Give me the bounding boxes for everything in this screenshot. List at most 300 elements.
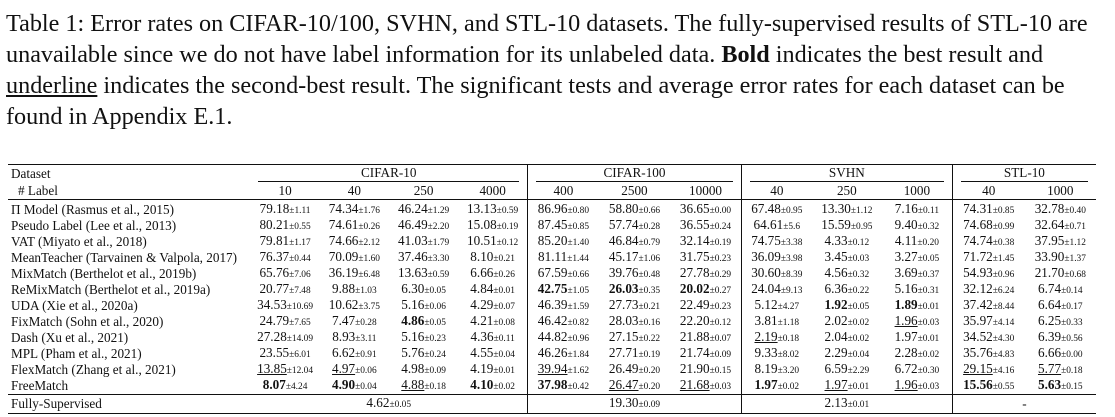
result-cell [320,266,389,282]
result-cell [741,234,811,250]
error-rate: 32.78 [1034,201,1065,216]
error-rate: 21.90 [679,362,710,376]
fully-supervised-row [8,395,1096,414]
error-rate: 70.09 [328,250,359,264]
caption-text-1: Table 1: Error rates on CIFAR-10/100, SVHN, and STL-10 datasets. The fully-supervised results of STL-10 are unavailable since we do not have label information for its unlabeled data. [6,10,1088,68]
result-cell [882,314,952,330]
error-rate: 9.33 [754,346,778,360]
std-dev: ±0.30 [917,366,940,376]
std-dev: ±0.85 [567,222,590,232]
result-cell [389,314,458,330]
method-name: MixMatch (Berthelot et al., 2019b) [11,266,197,281]
result-cell [741,330,811,346]
error-rate: 21.74 [679,346,710,360]
error-rate: 27.71 [608,346,639,360]
std-dev: ±1.40 [567,238,590,248]
result-cell [1025,378,1096,395]
result-cell [250,330,319,346]
result-cell [952,218,1024,234]
result-cell [670,314,741,330]
std-dev: ±3.30 [427,254,450,264]
std-dev: ±0.48 [638,270,661,280]
table-row [8,346,1096,362]
std-dev: ±9.13 [780,286,803,296]
result-cell [458,314,527,330]
label-cell: 10000 [689,182,722,198]
result-cell [882,282,952,298]
std-dev: ±0.95 [850,222,873,232]
result-cell [250,234,319,250]
std-dev: ±1.37 [1064,254,1086,264]
std-dev: ±0.06 [424,302,446,312]
result-cell [952,282,1024,298]
result-cell [952,314,1024,330]
error-rate: 34.52 [963,330,993,344]
caption-text-3: indicates the second-best result. The significant tests and average error rates for each dataset can be found in Appendix E.1. [6,72,1065,130]
method-name: ReMixMatch (Berthelot et al., 2019a) [11,282,211,297]
std-dev: ±7.48 [289,286,311,296]
std-dev: ±0.05 [847,302,870,312]
result-cell [1025,266,1096,282]
error-rate: 46.26 [537,346,568,360]
std-dev: ±1.60 [358,254,380,264]
result-cell [320,282,389,298]
result-cell [741,282,811,298]
std-dev: ±1.84 [567,350,590,360]
label-cell: 1000 [903,182,931,198]
result-cell [812,346,882,362]
error-rate: 9.88 [332,282,356,296]
group-header-cifar10: CIFAR-10 [250,165,527,183]
label-cell: 1000 [1047,182,1074,198]
std-dev: ±0.05 [917,254,940,264]
result-cell [389,200,458,219]
std-dev: ±0.22 [847,286,870,296]
results-table [8,164,1096,414]
std-dev: ±0.95 [780,206,803,216]
group-header-cifar100: CIFAR-100 [528,165,742,183]
std-dev: ±0.00 [709,206,732,216]
error-rate: 6.74 [1037,282,1062,296]
error-rate: 2.02 [824,314,848,328]
result-cell [599,298,670,314]
error-rate: 2.29 [824,346,848,360]
error-rate: 74.66 [328,234,359,248]
result-cell [458,378,527,395]
result-cell [741,378,811,395]
result-cell [458,282,527,298]
error-rate: 5.63 [1037,378,1062,392]
group-header-stl10: STL-10 [952,165,1096,183]
method-name: FixMatch (Sohn et al., 2020) [11,314,164,329]
std-dev: ±0.22 [638,334,661,344]
std-dev: ±0.02 [847,318,870,328]
result-cell [882,330,952,346]
error-rate: 67.48 [751,201,781,216]
table-row [8,266,1096,282]
error-rate: 65.76 [259,266,290,280]
error-rate: 6.39 [1037,330,1062,344]
result-cell [1025,250,1096,266]
std-dev: ±0.96 [567,334,590,344]
result-cell [389,234,458,250]
result-cell [812,218,882,234]
result-cell [812,362,882,378]
error-rate: 2.28 [894,346,918,360]
label-cell: 2500 [621,182,648,198]
error-rate: 15.56 [963,378,993,392]
result-cell [882,346,952,362]
error-rate: 36.55 [679,218,710,232]
std-dev: ±0.29 [709,270,732,280]
error-rate: 1.92 [824,298,848,312]
error-rate: 4.21 [470,314,494,328]
error-rate: 7.47 [332,314,356,328]
std-dev: ±0.68 [1064,270,1086,280]
result-cell [741,314,811,330]
table-row [8,250,1096,266]
result-cell [389,346,458,362]
std-dev: ±2.29 [847,366,870,376]
result-cell [1025,200,1096,219]
std-dev: ±0.04 [847,350,870,360]
std-dev: ±0.05 [424,286,446,296]
result-cell [1025,234,1096,250]
error-rate: 46.24 [397,201,428,216]
error-rate: 6.72 [894,362,918,376]
error-rate: 15.59 [821,218,851,232]
error-rate: 54.93 [963,266,993,280]
std-dev: ±0.01 [493,286,515,296]
result-cell [250,250,319,266]
method-name: UDA (Xie et al., 2020a) [11,298,138,313]
std-dev: ±0.03 [847,254,870,264]
std-dev: ±0.55 [289,222,311,232]
std-dev: ±0.08 [493,318,515,328]
std-dev: ±8.39 [780,270,803,280]
error-rate: 4.10 [470,378,494,392]
result-cell [812,200,882,219]
label-cell: 40 [347,182,361,198]
label-header-row [8,182,1096,200]
method-name: FlexMatch (Zhang et al., 2021) [11,362,176,377]
std-dev: ±0.32 [917,222,940,232]
fully-supervised-svhn: 2.13±0.01 [741,395,952,414]
std-dev: ±0.02 [493,382,515,392]
result-cell [250,200,319,219]
result-cell [528,314,599,330]
error-rate: 1.97 [894,330,918,344]
label-cell: 250 [836,182,857,198]
std-dev: ±0.96 [992,270,1015,280]
error-rate: 13.63 [397,266,428,280]
result-cell [812,378,882,395]
fully-supervised-cifar10: 4.62±0.05 [250,395,527,414]
result-cell [250,218,319,234]
error-rate: 27.15 [608,330,639,344]
result-cell [882,378,952,395]
std-dev: ±0.11 [917,206,940,216]
error-rate: 28.03 [608,314,639,328]
result-cell [528,266,599,282]
error-rate: 4.97 [332,362,356,376]
result-cell [812,250,882,266]
table-row [8,298,1096,314]
error-rate: 10.62 [328,298,359,312]
std-dev: ±0.19 [638,350,661,360]
error-rate: 74.74 [963,234,993,248]
result-cell [528,330,599,346]
error-rate: 46.84 [608,234,639,248]
std-dev: ±0.66 [567,270,590,280]
result-cell [952,362,1024,378]
error-rate: 71.72 [963,250,993,264]
std-dev: ±0.20 [638,382,661,392]
error-rate: 4.29 [470,298,494,312]
std-dev: ±7.06 [289,270,311,280]
table-row [8,200,1096,219]
std-dev: ±0.12 [847,238,870,248]
fully-supervised-stl10: - [952,395,1096,414]
result-cell [670,346,741,362]
std-dev: ±4.16 [992,366,1015,376]
std-dev: ±0.01 [493,366,515,376]
error-rate: 9.40 [894,218,918,232]
result-cell [458,218,527,234]
std-dev: ±0.26 [493,270,515,280]
std-dev: ±2.12 [358,238,380,248]
std-dev: ±12.04 [286,366,314,376]
error-rate: 3.45 [824,250,848,264]
error-rate: 24.04 [751,282,781,296]
std-dev: ±1.11 [289,206,311,216]
std-dev: ±0.44 [289,254,311,264]
result-cell [389,266,458,282]
std-dev: ±4.24 [285,382,308,392]
std-dev: ±0.33 [1061,318,1083,328]
result-cell [599,200,670,219]
error-rate: 2.19 [754,330,778,344]
std-dev: ±1.79 [427,238,450,248]
error-rate: 4.88 [401,378,425,392]
error-rate: 6.25 [1037,314,1062,328]
error-rate: 4.11 [894,234,918,248]
result-cell [389,250,458,266]
error-rate: 3.27 [894,250,918,264]
error-rate: 86.96 [537,201,568,216]
result-cell [599,282,670,298]
error-rate: 64.61 [753,218,784,232]
error-rate: 46.42 [537,314,568,328]
std-dev: ±1.12 [850,206,873,216]
result-cell [320,250,389,266]
result-cell [458,200,527,219]
std-dev: ±0.21 [638,302,661,312]
result-cell [1025,218,1096,234]
method-name: VAT (Miyato et al., 2018) [11,234,147,249]
std-dev: ±0.01 [917,302,940,312]
error-rate: 5.16 [894,282,918,296]
error-rate: 2.04 [824,330,848,344]
label-cell: 40 [741,182,811,200]
result-cell [528,378,599,395]
group-header-row [8,165,1096,183]
std-dev: ±4.14 [992,318,1015,328]
result-cell [952,330,1024,346]
result-cell [320,378,389,395]
std-dev: ±0.59 [427,270,450,280]
std-dev: ±4.83 [992,350,1015,360]
label-cell: 4000 [479,182,506,198]
result-cell [1025,330,1096,346]
error-rate: 79.81 [259,234,290,248]
result-cell [389,362,458,378]
error-rate: 80.21 [259,218,290,232]
error-rate: 46.49 [397,218,428,232]
std-dev: ±0.15 [709,366,732,376]
caption-underline-word: underline [6,72,98,99]
std-dev: ±0.32 [847,270,870,280]
result-cell [250,282,319,298]
result-cell [812,234,882,250]
result-cell [952,298,1024,314]
error-rate: 26.03 [608,282,639,296]
result-cell [952,250,1024,266]
result-cell [528,218,599,234]
std-dev: ±10.69 [286,302,314,312]
error-rate: 74.75 [751,234,781,248]
std-dev: ±1.03 [355,286,377,296]
std-dev: ±3.38 [780,238,803,248]
std-dev: ±3.20 [777,366,800,376]
result-cell [528,234,599,250]
error-rate: 8.10 [470,250,494,264]
std-dev: ±0.19 [496,222,519,232]
result-cell [599,346,670,362]
result-cell [458,362,527,378]
error-rate: 5.16 [401,298,425,312]
std-dev: ±1.12 [1064,238,1086,248]
result-cell [670,250,741,266]
error-rate: 32.12 [963,282,993,296]
result-cell [458,330,527,346]
std-dev: ±0.66 [638,206,661,216]
std-dev: ±3.98 [780,254,803,264]
result-cell [952,346,1024,362]
table-row [8,218,1096,234]
std-dev: ±0.09 [424,366,446,376]
error-rate: 33.90 [1034,250,1065,264]
std-dev: ±0.37 [917,270,940,280]
result-cell [741,218,811,234]
error-rate: 13.30 [821,201,851,216]
std-dev: ±0.40 [1064,206,1086,216]
error-rate: 36.19 [328,266,359,280]
result-cell [320,234,389,250]
error-rate: 44.82 [537,330,568,344]
caption-text-2: indicates the best result and [769,41,1044,68]
error-rate: 5.76 [401,346,425,360]
error-rate: 4.33 [824,234,848,248]
error-rate: 21.88 [679,330,710,344]
error-rate: 58.80 [608,201,639,216]
std-dev: ±0.28 [355,318,377,328]
error-rate: 36.65 [679,201,710,216]
result-cell [670,378,741,395]
std-dev: ±8.02 [777,350,800,360]
error-rate: 45.17 [608,250,639,264]
error-rate: 74.31 [963,201,993,216]
method-name: FreeMatch [11,378,69,393]
error-rate: 37.42 [963,298,993,312]
error-rate: 87.45 [537,218,568,232]
error-rate: 15.08 [467,218,497,232]
result-cell [389,330,458,346]
error-rate: 35.76 [963,346,993,360]
std-dev: ±7.65 [289,318,311,328]
std-dev: ±8.44 [992,302,1015,312]
std-dev: ±0.04 [493,350,515,360]
error-rate: 4.84 [470,282,494,296]
result-cell [250,362,319,378]
std-dev: ±4.27 [777,302,800,312]
result-cell [599,218,670,234]
result-cell [812,314,882,330]
error-rate: 57.74 [608,218,639,232]
result-cell [670,362,741,378]
error-rate: 32.14 [679,234,710,248]
method-name: MPL (Pham et al., 2021) [11,346,142,361]
std-dev: ±0.42 [567,382,590,392]
std-dev: ±0.11 [493,334,515,344]
result-cell [320,314,389,330]
std-dev: ±0.55 [992,382,1015,392]
result-cell [389,298,458,314]
std-dev: ±0.03 [709,382,732,392]
error-rate: 4.55 [470,346,494,360]
error-rate: 74.34 [328,201,359,216]
result-cell [741,266,811,282]
result-cell [389,282,458,298]
std-dev: ±0.99 [992,222,1015,232]
result-cell [812,330,882,346]
std-dev: ±14.09 [286,334,314,344]
table-row [8,282,1096,298]
error-rate: 37.46 [397,250,428,264]
result-cell [812,282,882,298]
result-cell [528,250,599,266]
std-dev: ±1.45 [992,254,1015,264]
error-rate: 8.07 [262,378,286,392]
result-cell [882,362,952,378]
error-rate: 4.90 [332,378,356,392]
group-header-svhn: SVHN [741,165,952,183]
result-cell [320,298,389,314]
error-rate: 35.97 [963,314,993,328]
std-dev: ±0.19 [709,238,732,248]
error-rate: 6.62 [332,346,356,360]
result-cell [599,314,670,330]
method-name: MeanTeacher (Tarvainen & Valpola, 2017) [11,250,238,265]
std-dev: ±0.56 [1061,334,1083,344]
error-rate: 32.64 [1034,218,1065,232]
std-dev: ±0.18 [1061,366,1083,376]
std-dev: ±1.18 [777,318,800,328]
result-cell [670,298,741,314]
error-rate: 81.11 [538,250,568,264]
std-dev: ±6.48 [358,270,380,280]
std-dev: ±0.31 [917,286,940,296]
